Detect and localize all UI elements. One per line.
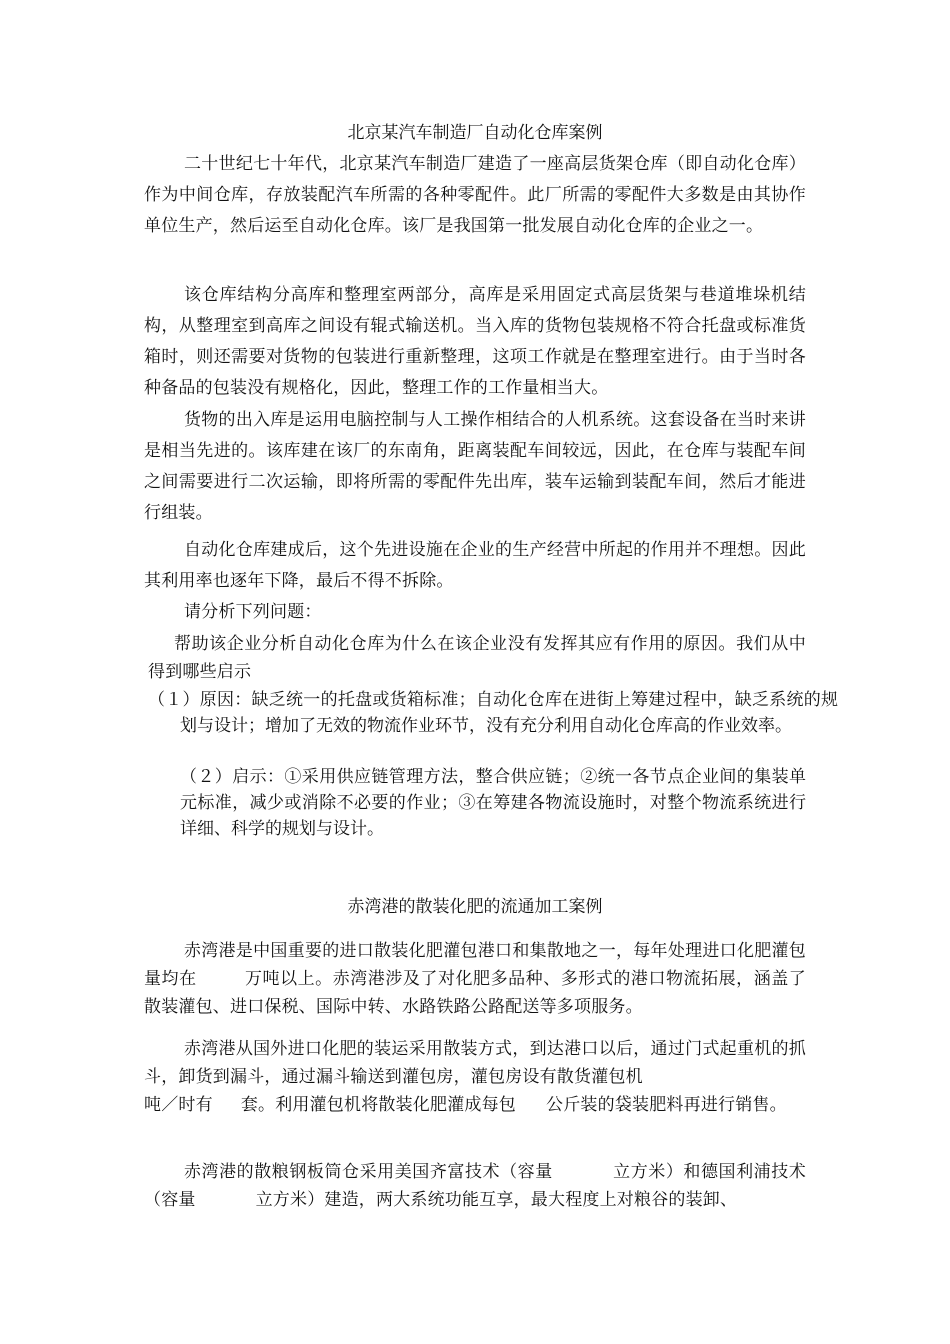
case2-paragraph-2 — [144, 1035, 806, 1119]
case2-p2-part-b: 吨／时有 — [144, 1095, 213, 1115]
case2-p2-part-c: 套。利用灌包机将散装化肥灌成每包 — [240, 1095, 517, 1115]
case2-p1-part-b: 万吨以上。赤湾港涉及了对化肥多品种、多形式的港口物流拓展，涵盖了散装灌包、进口保税、国际中转、水路铁路公路配送等多项服务。 — [144, 969, 806, 1017]
case2-paragraph-3 — [144, 1158, 806, 1214]
case2-paragraph-1 — [144, 937, 806, 1021]
case1-title: 北京某汽车制造厂自动化仓库案例 — [347, 123, 603, 143]
case1-paragraph-1: 二十世纪七十年代，北京某汽车制造厂建造了一座高层货架仓库（即自动化仓库）作为中间仓库，存放装配汽车所需的各种零配件。此厂所需的零配件大多数是由其协作单位生产，然后运至自动化仓库。该厂是我国第一批发展自动化仓库的企业之一。 — [144, 154, 806, 236]
case2-p2-part-a: 赤湾港从国外进口化肥的装运采用散装方式，到达港口以后，通过门式起重机的抓斗，卸货到漏斗，通过漏斗输送到灌包房，灌包房设有散货灌包机 — [144, 1039, 806, 1087]
case1-answer-reason: （１）原因：缺乏统一的托盘或货箱标准；自动化仓库在进街上筹建过程中，缺乏系统的规划与设计；增加了无效的物流作业环节，没有充分利用自动化仓库高的作业效率。 — [148, 690, 838, 736]
case1-paragraph-4: 自动化仓库建成后，这个先进设施在企业的生产经营中所起的作用并不理想。因此其利用率也逐年下降，最后不得不拆除。 — [144, 540, 806, 591]
case2-p1-part-a: 赤湾港是中国重要的进口散装化肥灌包港口和集散地之一，每年处理进口化肥灌包量均在 — [144, 941, 806, 989]
case1-answer-insight: （２）启示：①采用供应链管理方法，整合供应链；②统一各节点企业间的集装单元标准，减少或消除不必要的作业；③在筹建各物流设施时，对整个物流系统进行详细、科学的规划与设计。 — [180, 767, 806, 839]
case2-title: 赤湾港的散装化肥的流通加工案例 — [347, 897, 603, 917]
case2-p3-part-a: 赤湾港的散粮钢板筒仓采用美国齐富技术（容量 — [184, 1162, 553, 1182]
case2-p2-part-d: 公斤装的袋装肥料再进行销售。 — [546, 1095, 787, 1115]
case1-paragraph-2: 该仓库结构分高库和整理室两部分，高库是采用固定式高层货架与巷道堆垛机结构，从整理室到高库之间设有辊式输送机。当入库的货物包装规格不符合托盘或标准货箱时，则还需要对货物的包装进行重新整理，这项工作就是在整理室进行。由于当时各种备品的包装没有规格化，因此，整理工作的工作量相当大。 — [144, 285, 806, 398]
case1-question: 帮助该企业分析自动化仓库为什么在该企业没有发挥其应有作用的原因。我们从中得到哪些启示 — [148, 634, 806, 682]
case2-p3-part-c: 立方米）建造，两大系统功能互享，最大程度上对粮谷的装卸、 — [255, 1190, 738, 1210]
case2-p3-part-b: 立方米）和德国利浦技术（容量 — [144, 1162, 806, 1210]
case1-paragraph-3: 货物的出入库是运用电脑控制与人工操作相结合的人机系统。这套设备在当时来讲是相当先进的。该库建在该厂的东南角，距离装配车间较远，因此，在仓库与装配车间之间需要进行二次运输，即将所需的零配件先出库，装车运输到装配车间，然后才能进行组装。 — [144, 410, 806, 523]
case1-analysis-prompt: 请分析下列问题： — [184, 602, 322, 622]
